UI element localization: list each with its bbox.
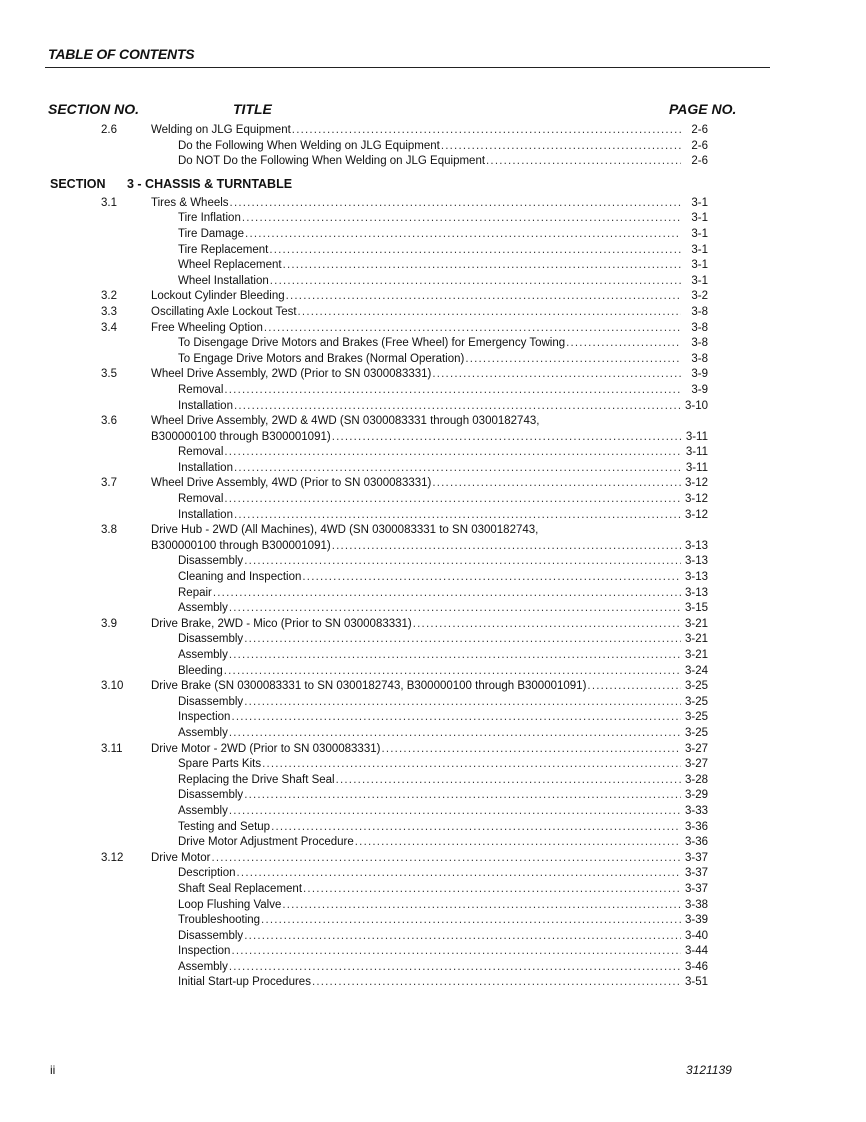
toc-entry-title: Inspection xyxy=(178,945,231,958)
dot-leader xyxy=(441,139,681,155)
toc-entry[interactable] xyxy=(0,476,866,492)
dot-leader xyxy=(237,866,681,882)
toc-entry-title: Inspection xyxy=(178,711,231,724)
toc-entry-number: 3.10 xyxy=(101,680,124,693)
footer-page-number: ii xyxy=(50,1063,56,1077)
toc-entry[interactable] xyxy=(0,445,866,461)
toc-entry-title: Oscillating Axle Lockout Test xyxy=(151,305,297,318)
toc-entry-page: 3-13 xyxy=(684,539,708,552)
dot-leader xyxy=(213,586,681,602)
toc-entry-title: Free Wheeling Option xyxy=(151,321,263,334)
section-label: SECTION xyxy=(50,176,106,191)
toc-entry-line[interactable] xyxy=(178,139,708,155)
table-of-contents xyxy=(0,123,866,991)
toc-entry-page: 3-51 xyxy=(684,976,708,989)
toc-entry-line[interactable] xyxy=(178,632,708,648)
toc-entry-line[interactable] xyxy=(178,695,708,711)
toc-entry-line[interactable] xyxy=(178,352,708,368)
toc-entry-line[interactable] xyxy=(178,243,708,259)
toc-entry[interactable] xyxy=(0,352,866,368)
toc-entry-page: 3-27 xyxy=(684,758,708,771)
dot-leader xyxy=(244,695,681,711)
dot-leader xyxy=(262,757,681,773)
toc-entry-title: Shaft Seal Replacement xyxy=(178,882,303,895)
toc-entry[interactable] xyxy=(0,258,866,274)
dot-leader xyxy=(229,648,681,664)
dot-leader xyxy=(230,196,681,212)
dot-leader xyxy=(566,336,681,352)
toc-entry-line[interactable] xyxy=(178,929,708,945)
toc-entry-page: 2-6 xyxy=(691,124,708,136)
footer-document-number: 3121139 xyxy=(686,1063,732,1077)
toc-entry-line[interactable] xyxy=(178,492,708,508)
toc-entry-line[interactable] xyxy=(151,123,708,139)
toc-entry-page: 3-11 xyxy=(685,430,708,443)
toc-entry-title: Spare Parts Kits xyxy=(178,758,262,771)
dot-leader xyxy=(381,742,681,758)
toc-entry-page: 3-46 xyxy=(684,960,708,973)
toc-entry-number: 3.8 xyxy=(101,524,117,537)
toc-entry-number: 3.7 xyxy=(101,477,117,490)
toc-entry-title: Assembly xyxy=(178,649,228,661)
dot-leader xyxy=(282,898,681,914)
toc-entry[interactable] xyxy=(0,929,866,945)
toc-entry-page: 3-29 xyxy=(684,789,708,802)
toc-entry-title: Assembly xyxy=(178,960,228,973)
header-divider xyxy=(45,67,770,68)
dot-leader xyxy=(303,882,681,898)
toc-entry-title: Lockout Cylinder Bleeding xyxy=(151,290,285,303)
toc-entry-page: 3-2 xyxy=(691,290,708,303)
toc-entry-page: 3-12 xyxy=(684,477,708,490)
dot-leader xyxy=(211,851,681,867)
toc-entry[interactable] xyxy=(0,882,866,898)
toc-entry-title: Wheel Drive Assembly, 2WD (Prior to SN 0300083331) xyxy=(151,368,432,381)
toc-entry[interactable] xyxy=(0,695,866,711)
toc-entry-title: Drive Motor xyxy=(151,851,211,864)
toc-entry-line[interactable] xyxy=(151,679,708,695)
toc-entry-line[interactable] xyxy=(151,742,708,758)
toc-entry-page: 3-12 xyxy=(684,493,708,506)
toc-entry-title: Removal xyxy=(178,446,224,459)
toc-entry[interactable] xyxy=(0,196,866,212)
dot-leader xyxy=(261,913,681,929)
toc-entry-line[interactable] xyxy=(178,898,708,914)
toc-entry-page: 3-25 xyxy=(684,695,708,708)
toc-entry-title: Installation xyxy=(178,508,233,521)
toc-entry-title: Troubleshooting xyxy=(178,914,261,927)
toc-entry-number: 3.6 xyxy=(101,415,117,428)
dot-leader xyxy=(432,476,681,492)
toc-entry-title: Welding on JLG Equipment xyxy=(151,124,291,136)
toc-entry-title: To Engage Drive Motors and Brakes (Normal Operation) xyxy=(178,352,465,365)
dot-leader xyxy=(231,944,681,960)
toc-entry-title: Removal xyxy=(178,493,224,506)
toc-entry-page: 3-25 xyxy=(684,726,708,739)
dot-leader xyxy=(242,211,681,227)
toc-entry-page: 3-24 xyxy=(684,664,708,677)
dot-leader xyxy=(244,929,681,945)
dot-leader xyxy=(244,554,681,570)
toc-entry[interactable] xyxy=(0,804,866,820)
toc-entry[interactable] xyxy=(0,601,866,617)
toc-entry[interactable] xyxy=(0,898,866,914)
toc-entry[interactable] xyxy=(0,944,866,960)
toc-entry-number: 3.1 xyxy=(101,196,117,209)
dot-leader xyxy=(234,399,681,415)
toc-entry[interactable] xyxy=(0,274,866,290)
toc-entry-line[interactable] xyxy=(178,445,708,461)
toc-entry-title: Wheel Installation xyxy=(178,274,269,287)
toc-entry-number: 3.3 xyxy=(101,305,117,318)
toc-entry-page: 3-8 xyxy=(691,352,708,365)
toc-entry[interactable] xyxy=(0,554,866,570)
toc-entry-page: 3-33 xyxy=(684,804,708,817)
toc-entry-line[interactable] xyxy=(178,258,708,274)
toc-entry[interactable] xyxy=(0,211,866,227)
dot-leader xyxy=(244,632,681,648)
dot-leader xyxy=(432,367,681,383)
dot-leader xyxy=(229,960,681,976)
toc-entry-line[interactable] xyxy=(178,648,708,664)
toc-entry[interactable] xyxy=(0,289,866,305)
dot-leader xyxy=(244,788,681,804)
toc-entry-line[interactable] xyxy=(178,554,708,570)
toc-entry-title: Replacing the Drive Shaft Seal xyxy=(178,773,335,786)
toc-entry-number: 3.4 xyxy=(101,321,117,334)
toc-entry-page: 3-11 xyxy=(685,446,708,459)
toc-entry[interactable] xyxy=(0,773,866,789)
toc-entry[interactable] xyxy=(0,788,866,804)
toc-entry-number: 3.9 xyxy=(101,617,117,630)
toc-entry-title: Tire Inflation xyxy=(178,212,241,225)
toc-entry-page: 3-9 xyxy=(691,368,708,381)
toc-entry-page: 3-36 xyxy=(684,836,708,849)
toc-entry-line[interactable] xyxy=(151,414,708,430)
toc-entry[interactable] xyxy=(0,726,866,742)
toc-entry-line[interactable] xyxy=(151,476,708,492)
dot-leader xyxy=(231,710,681,726)
toc-entry[interactable] xyxy=(0,632,866,648)
toc-entry-line[interactable] xyxy=(151,430,708,446)
toc-entry-page: 3-25 xyxy=(684,680,708,693)
toc-entry-line[interactable] xyxy=(178,570,708,586)
toc-entry[interactable] xyxy=(0,866,866,882)
toc-entry-page: 3-21 xyxy=(684,633,708,646)
toc-entry-line[interactable] xyxy=(178,835,708,851)
dot-leader xyxy=(312,975,681,991)
toc-entry-title: Disassembly xyxy=(178,633,244,646)
toc-entry[interactable] xyxy=(0,336,866,352)
toc-entry-line[interactable] xyxy=(178,664,708,680)
toc-entry-title: B300000100 through B300001091) xyxy=(151,430,331,443)
toc-entry-line[interactable] xyxy=(178,399,708,415)
section-title: 3 - CHASSIS & TURNTABLE xyxy=(127,176,293,191)
toc-entry[interactable] xyxy=(0,399,866,415)
dot-leader xyxy=(234,461,681,477)
toc-entry-page: 3-28 xyxy=(684,773,708,786)
toc-entry-title: Loop Flushing Valve xyxy=(178,898,282,911)
dot-leader xyxy=(224,383,681,399)
toc-entry[interactable] xyxy=(0,508,866,524)
toc-entry[interactable] xyxy=(0,139,866,155)
toc-entry-page: 3-9 xyxy=(691,383,708,396)
dot-leader xyxy=(587,679,681,695)
toc-entry-line[interactable] xyxy=(151,196,708,212)
toc-entry-title: Installation xyxy=(178,399,233,412)
toc-entry[interactable] xyxy=(0,321,866,337)
toc-entry-line[interactable] xyxy=(151,289,708,305)
toc-entry-title: Bleeding xyxy=(178,664,223,677)
toc-entry[interactable] xyxy=(0,835,866,851)
toc-entry-line[interactable] xyxy=(151,539,708,555)
toc-entry-line[interactable] xyxy=(178,336,708,352)
column-header-section: SECTION NO. xyxy=(48,101,140,117)
toc-entry-line[interactable] xyxy=(178,944,708,960)
toc-entry[interactable] xyxy=(0,960,866,976)
toc-entry-line[interactable] xyxy=(178,866,708,882)
toc-entry-title: Testing and Setup xyxy=(178,820,271,833)
toc-entry-page: 3-37 xyxy=(684,867,708,880)
toc-entry[interactable] xyxy=(0,913,866,929)
toc-entry-line[interactable] xyxy=(178,154,708,170)
toc-entry-page: 3-21 xyxy=(684,617,708,630)
toc-entry-page: 2-6 xyxy=(691,155,708,168)
toc-entry[interactable] xyxy=(0,757,866,773)
toc-entry-line[interactable] xyxy=(178,757,708,773)
toc-entry-line[interactable] xyxy=(178,788,708,804)
toc-entry-line[interactable] xyxy=(178,975,708,991)
toc-entry-title: Drive Motor Adjustment Procedure xyxy=(178,836,354,849)
toc-entry-line[interactable] xyxy=(178,913,708,929)
toc-entry-page: 3-1 xyxy=(691,212,708,225)
toc-entry-line[interactable] xyxy=(178,820,708,836)
toc-entry[interactable] xyxy=(0,975,866,991)
dot-leader xyxy=(245,227,681,243)
toc-entry-page: 3-11 xyxy=(685,461,708,474)
toc-entry-page: 3-38 xyxy=(684,898,708,911)
toc-entry-number: 3.2 xyxy=(101,290,117,303)
toc-entry-title: Assembly xyxy=(178,602,228,615)
toc-entry-number: 3.5 xyxy=(101,368,117,381)
toc-entry-page: 3-10 xyxy=(684,399,708,412)
toc-entry-page: 3-39 xyxy=(684,914,708,927)
toc-entry-line[interactable] xyxy=(178,383,708,399)
toc-entry-page: 3-13 xyxy=(684,555,708,568)
toc-entry[interactable] xyxy=(0,461,866,477)
toc-section-heading xyxy=(0,172,866,196)
column-header-page: PAGE NO. xyxy=(669,101,737,117)
dot-leader xyxy=(269,243,681,259)
toc-entry[interactable] xyxy=(0,851,866,867)
toc-entry[interactable] xyxy=(0,430,866,446)
toc-entry-line[interactable] xyxy=(178,508,708,524)
toc-entry-line[interactable] xyxy=(151,617,708,633)
toc-entry-title: Assembly xyxy=(178,726,228,739)
toc-entry-page: 2-6 xyxy=(691,139,708,152)
toc-entry-title: Do the Following When Welding on JLG Equipment xyxy=(178,139,440,152)
toc-entry-line[interactable] xyxy=(151,523,708,539)
toc-entry-title: Initial Start-up Procedures xyxy=(178,976,311,989)
dot-leader xyxy=(271,820,681,836)
toc-entry-line[interactable] xyxy=(178,227,708,243)
toc-entry-page: 3-1 xyxy=(691,259,708,272)
toc-entry-line[interactable] xyxy=(178,601,708,617)
toc-entry-line[interactable] xyxy=(178,882,708,898)
toc-entry-line[interactable] xyxy=(151,851,708,867)
toc-entry-page: 3-1 xyxy=(691,227,708,240)
toc-entry-page: 3-25 xyxy=(684,711,708,724)
toc-entry-title: Wheel Replacement xyxy=(178,259,282,272)
dot-leader xyxy=(336,773,681,789)
dot-leader xyxy=(332,430,681,446)
dot-leader xyxy=(264,321,681,337)
toc-entry-page: 3-44 xyxy=(684,945,708,958)
toc-entry-title: Cleaning and Inspection xyxy=(178,571,302,584)
dot-leader xyxy=(224,664,681,680)
toc-entry-page: 3-21 xyxy=(684,649,708,661)
toc-entry-title: Disassembly xyxy=(178,555,244,568)
toc-entry-page: 3-8 xyxy=(691,321,708,334)
toc-entry-line[interactable] xyxy=(178,773,708,789)
dot-leader xyxy=(229,726,681,742)
toc-entry-line[interactable] xyxy=(178,586,708,602)
toc-entry-number: 3.11 xyxy=(101,742,123,755)
toc-entry-line[interactable] xyxy=(178,461,708,477)
toc-entry-title: Disassembly xyxy=(178,929,244,942)
dot-leader xyxy=(298,305,681,321)
toc-entry[interactable] xyxy=(0,586,866,602)
dot-leader xyxy=(413,617,681,633)
dot-leader xyxy=(355,835,681,851)
toc-entry[interactable] xyxy=(0,742,866,758)
toc-entry[interactable] xyxy=(0,154,866,170)
toc-entry-page: 3-36 xyxy=(684,820,708,833)
toc-entry[interactable] xyxy=(0,227,866,243)
toc-entry-line[interactable] xyxy=(178,211,708,227)
toc-entry-page: 3-13 xyxy=(684,586,708,599)
column-header-title: TITLE xyxy=(233,101,272,117)
toc-entry[interactable] xyxy=(0,617,866,633)
toc-entry-page: 3-1 xyxy=(691,274,708,287)
toc-entry[interactable] xyxy=(0,383,866,399)
toc-entry-title: B300000100 through B300001091) xyxy=(151,539,331,552)
toc-entry-line[interactable] xyxy=(178,726,708,742)
toc-entry-title: Drive Brake (SN 0300083331 to SN 0300182743, B300000100 through B300001091) xyxy=(151,680,587,693)
dot-leader xyxy=(486,154,681,170)
toc-entry-page: 3-37 xyxy=(684,851,708,864)
dot-leader xyxy=(224,445,681,461)
toc-entry-title: Assembly xyxy=(178,804,228,817)
toc-entry-title: Drive Brake, 2WD - Mico (Prior to SN 0300083331) xyxy=(151,617,412,630)
toc-entry-page: 3-15 xyxy=(684,602,708,615)
dot-leader xyxy=(465,352,681,368)
toc-entry-title: Tire Replacement xyxy=(178,243,269,256)
toc-entry-title: Wheel Drive Assembly, 2WD & 4WD (SN 0300083331 through 0300182743, xyxy=(151,415,540,428)
toc-entry-page: 3-37 xyxy=(684,882,708,895)
dot-leader xyxy=(229,804,681,820)
toc-entry-title: Disassembly xyxy=(178,695,244,708)
toc-entry[interactable] xyxy=(0,710,866,726)
toc-entry-title: Wheel Drive Assembly, 4WD (Prior to SN 0300083331) xyxy=(151,477,432,490)
toc-entry-number: 3.12 xyxy=(101,851,124,864)
toc-entry[interactable] xyxy=(0,539,866,555)
toc-entry[interactable] xyxy=(0,305,866,321)
toc-entry[interactable] xyxy=(0,679,866,695)
toc-entry-line[interactable] xyxy=(178,804,708,820)
dot-leader xyxy=(234,508,681,524)
toc-entry-line[interactable] xyxy=(178,274,708,290)
dot-leader xyxy=(270,274,681,290)
toc-entry[interactable] xyxy=(0,414,866,430)
toc-entry-line[interactable] xyxy=(151,321,708,337)
dot-leader xyxy=(286,289,681,305)
toc-entry[interactable] xyxy=(0,820,866,836)
toc-entry[interactable] xyxy=(0,492,866,508)
toc-entry-page: 3-1 xyxy=(691,243,708,256)
toc-entry-title: Tire Damage xyxy=(178,227,245,240)
dot-leader xyxy=(292,123,681,139)
toc-entry[interactable] xyxy=(0,648,866,664)
toc-entry[interactable] xyxy=(0,523,866,539)
toc-entry[interactable] xyxy=(0,243,866,259)
toc-entry-title: Tires & Wheels xyxy=(151,196,229,209)
toc-entry-number: 2.6 xyxy=(101,124,117,136)
toc-entry-page: 3-8 xyxy=(691,305,708,318)
toc-entry-line[interactable] xyxy=(178,960,708,976)
toc-entry-title: To Disengage Drive Motors and Brakes (Free Wheel) for Emergency Towing xyxy=(178,337,566,350)
page-header-title: TABLE OF CONTENTS xyxy=(48,46,195,62)
toc-entry-title: Disassembly xyxy=(178,789,244,802)
toc-entry-line[interactable] xyxy=(178,710,708,726)
toc-entry[interactable] xyxy=(0,570,866,586)
toc-entry-title: Installation xyxy=(178,461,233,474)
toc-entry-page: 3-1 xyxy=(691,196,708,209)
toc-entry[interactable] xyxy=(0,367,866,383)
toc-entry[interactable] xyxy=(0,664,866,680)
toc-entry[interactable] xyxy=(0,123,866,139)
toc-entry-page: 3-27 xyxy=(684,742,708,755)
dot-leader xyxy=(332,539,681,555)
toc-entry-line[interactable] xyxy=(151,367,708,383)
toc-entry-title: Removal xyxy=(178,383,224,396)
toc-entry-page: 3-12 xyxy=(684,508,708,521)
dot-leader xyxy=(229,601,681,617)
toc-entry-title: Drive Motor - 2WD (Prior to SN 0300083331) xyxy=(151,742,381,755)
dot-leader xyxy=(224,492,681,508)
toc-entry-title: Drive Hub - 2WD (All Machines), 4WD (SN 0300083331 to SN 0300182743, xyxy=(151,524,539,537)
dot-leader xyxy=(283,258,681,274)
toc-entry-title: Description xyxy=(178,867,236,880)
toc-entry-page: 3-40 xyxy=(684,929,708,942)
toc-entry-page: 3-13 xyxy=(684,571,708,584)
toc-entry-line[interactable] xyxy=(151,305,708,321)
toc-entry-title: Do NOT Do the Following When Welding on JLG Equipment xyxy=(178,155,486,168)
toc-entry-page: 3-8 xyxy=(691,337,708,350)
dot-leader xyxy=(302,570,681,586)
toc-entry-title: Repair xyxy=(178,586,212,599)
